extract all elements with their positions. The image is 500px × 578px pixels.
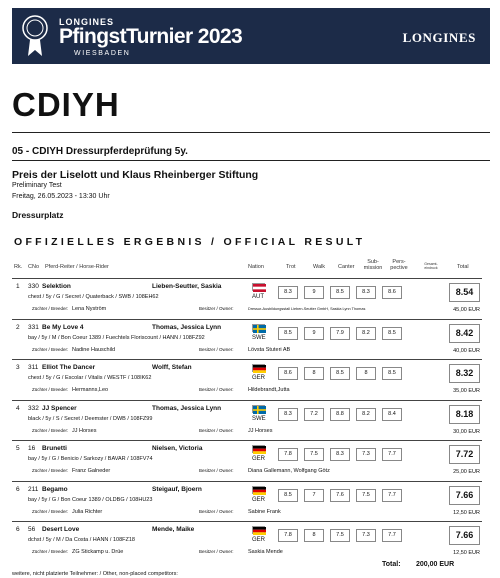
rank: 2 xyxy=(16,323,20,331)
total-score: 8.18 xyxy=(449,405,480,424)
score-cell: 9 xyxy=(304,327,324,340)
result-row xyxy=(12,440,482,478)
score-cell: 9 xyxy=(304,286,324,299)
nation-code: GER xyxy=(252,496,266,503)
owner-label: Besitzer / Owner: xyxy=(199,468,234,473)
score-cell: 8.3 xyxy=(278,286,298,299)
pfingstturnier-seal-logo xyxy=(20,14,50,58)
header-horse-rider: Pferd-Reiter / Horse-Rider xyxy=(45,264,109,270)
rank: 5 xyxy=(16,445,20,452)
prize-money: 45,00 EUR xyxy=(453,307,480,313)
prize-money: 35,00 EUR xyxy=(453,388,480,394)
competitor-number: 330 xyxy=(28,283,39,290)
header-trot: Trot xyxy=(286,264,296,270)
horse-details: chest / 5y / G / Escolar / Vitalis / WESTF / 108IK62 xyxy=(28,375,152,381)
owner-name: Lövsta Stuteri AB xyxy=(248,346,291,353)
result-row xyxy=(12,359,482,397)
prize-money: 40,00 EUR xyxy=(453,347,480,354)
result-row xyxy=(12,521,482,559)
longines-logo: LONGINES xyxy=(402,30,476,45)
ger-flag-icon xyxy=(252,526,265,534)
owner-name: JJ Horses xyxy=(248,427,273,434)
swe-flag-icon xyxy=(252,324,265,332)
breeder-label: Züchter / Breeder: xyxy=(32,387,69,392)
header-submission: Sub- mission xyxy=(363,259,383,271)
score-cell: 7.5 xyxy=(330,529,350,542)
score-cell: 8.5 xyxy=(330,367,350,380)
header-canter: Canter xyxy=(338,264,355,270)
owner-label: Besitzer / Owner: xyxy=(199,508,234,514)
prize-money: 12,50 EUR xyxy=(453,509,480,516)
owner-label: Besitzer / Owner: xyxy=(199,387,234,392)
score-cell: 8.2 xyxy=(356,408,376,421)
rank: 3 xyxy=(16,364,20,371)
breeder-name: Nadine Hauschild xyxy=(72,346,116,353)
score-cell: 7.5 xyxy=(304,448,324,461)
competitor-number: 331 xyxy=(28,323,39,331)
prize-money: 25,00 EUR xyxy=(453,469,480,475)
score-cell: 7.7 xyxy=(382,529,402,542)
score-cell: 7.8 xyxy=(278,529,298,542)
total-score: 8.32 xyxy=(449,364,480,383)
horse-details: bay / 5y / G / Benicio / Sarkozy / BAVAR / 108FV74 xyxy=(28,456,153,462)
breeder-name: JJ Horses xyxy=(72,427,97,434)
competitor-number: 211 xyxy=(28,485,39,493)
horse-details: dchst / 5y / M / Da Costa / HANN / 108FZ18 xyxy=(28,537,135,543)
score-cell: 7.8 xyxy=(278,448,298,461)
rank: 4 xyxy=(16,404,20,412)
score-cell: 8.3 xyxy=(278,408,298,421)
competitor-number: 332 xyxy=(28,404,39,412)
rider-name: Thomas, Jessica Lynn xyxy=(152,323,222,331)
prize-money: 12,50 EUR xyxy=(453,550,480,556)
nation-code: AUT xyxy=(252,294,264,300)
breeder-name: ZG Stickamp u. Drüe xyxy=(72,549,124,555)
total-score: 8.54 xyxy=(449,283,480,302)
horse-name: JJ Spencer xyxy=(42,404,77,412)
horse-name: Selektion xyxy=(42,283,71,290)
horse-name: Elliot The Dancer xyxy=(42,364,96,371)
result-row xyxy=(12,319,482,357)
score-cell: 7.2 xyxy=(304,408,324,421)
table-header xyxy=(12,257,482,277)
owner-name: Dressur-Ausbildungsstall Lieben-Seutter GmbH, Saskia Lynn Thomas xyxy=(248,307,366,311)
horse-name: Brunetti xyxy=(42,445,67,452)
score-cell: 8.3 xyxy=(330,448,350,461)
score-cell: 8.5 xyxy=(330,286,350,299)
total-score: 7.72 xyxy=(449,445,480,464)
prize-money: 30,00 EUR xyxy=(453,428,480,435)
score-cell: 7.3 xyxy=(356,448,376,461)
score-cell: 8.2 xyxy=(356,327,376,340)
score-cell: 8.5 xyxy=(382,327,402,340)
ger-flag-icon xyxy=(252,364,265,372)
competitor-number: 56 xyxy=(28,526,36,533)
score-cell: 8 xyxy=(304,529,324,542)
score-cell: 8 xyxy=(304,367,324,380)
score-cell: 7.3 xyxy=(356,529,376,542)
result-row xyxy=(12,400,482,438)
total-score: 7.66 xyxy=(449,486,480,505)
header-nation: Nation xyxy=(248,264,264,270)
header-general-impression: Gesamt- eindruck xyxy=(424,262,438,270)
nation-code: GER xyxy=(252,375,266,381)
rider-name: Mende, Maike xyxy=(152,526,195,533)
page-title: CDIYH xyxy=(12,86,120,123)
rider-name: Wolff, Stefan xyxy=(152,364,192,371)
ger-flag-icon xyxy=(252,486,265,494)
rider-name: Lieben-Seutter, Saskia xyxy=(152,283,222,290)
competitor-number: 311 xyxy=(28,364,39,371)
header-cno: CNo xyxy=(28,264,40,270)
breeder-name: Lena Nyström xyxy=(72,306,107,312)
score-cell: 8.4 xyxy=(382,408,402,421)
score-cell: 8.5 xyxy=(278,489,298,502)
competitor-number: 16 xyxy=(28,445,36,452)
nation-code: SWE xyxy=(252,415,266,422)
header-perspective: Pers- pective xyxy=(390,259,408,271)
horse-details: chest / 5y / G / Secret / Quaterback / SWB / 108EH62 xyxy=(28,294,159,300)
banner-city: WIESBADEN xyxy=(74,50,131,57)
owner-label: Besitzer / Owner: xyxy=(199,549,234,554)
header-walk: Walk xyxy=(313,264,326,270)
breeder-name: Franz Galneder xyxy=(72,468,111,474)
score-cell: 7.5 xyxy=(356,489,376,502)
non-placed-note: weitere, nicht platzierte Teilnehmer: / Other, non-placed competitors: xyxy=(12,571,178,577)
total-label: Total: xyxy=(382,561,401,568)
event-banner xyxy=(12,8,490,64)
horse-details: bay / 5y / G / Bon Coeur 1389 / OLDBG / 108HU23 xyxy=(28,496,153,503)
owner-name: Sabine Frank xyxy=(248,508,281,515)
competition-name: 05 - CDIYH Dressurpferdeprüfung 5y. xyxy=(12,146,188,157)
official-result-heading: OFFIZIELLES ERGEBNIS / OFFICIAL RESULT xyxy=(14,236,366,248)
banner-event-name: PfingstTurnier 2023 xyxy=(59,25,243,48)
owner-label: Besitzer / Owner: xyxy=(199,346,234,352)
breeder-label: Züchter / Breeder: xyxy=(32,508,69,514)
breeder-label: Züchter / Breeder: xyxy=(32,468,69,473)
score-cell: 7.6 xyxy=(330,489,350,502)
total-score: 8.42 xyxy=(449,324,480,343)
score-cell: 8.5 xyxy=(382,367,402,380)
result-row xyxy=(12,481,482,519)
rider-name: Steigauf, Bjoern xyxy=(152,485,202,493)
owner-name: Diana Gallemann, Wolfgang Götz xyxy=(248,468,330,474)
result-row xyxy=(12,278,482,316)
owner-label: Besitzer / Owner: xyxy=(199,306,234,311)
header-rk: Rk. xyxy=(14,264,23,270)
score-cell: 8.5 xyxy=(278,327,298,340)
total-prize-money: 200,00 EUR xyxy=(416,561,455,568)
test-name: Preliminary Test xyxy=(12,182,62,189)
owner-label: Besitzer / Owner: xyxy=(199,427,234,433)
aut-flag-icon xyxy=(252,283,265,291)
score-cell: 7 xyxy=(304,489,324,502)
horse-name: Be My Love 4 xyxy=(42,323,84,331)
score-cell: 8.8 xyxy=(330,408,350,421)
nation-code: SWE xyxy=(252,334,266,341)
arena-name: Dressurplatz xyxy=(12,210,64,220)
score-cell: 8.6 xyxy=(382,286,402,299)
score-cell: 8 xyxy=(356,367,376,380)
score-cell: 7.7 xyxy=(382,448,402,461)
horse-name: Desert Love xyxy=(42,526,80,533)
breeder-label: Züchter / Breeder: xyxy=(32,427,69,433)
prize-title: Preis der Liselott und Klaus Rheinberger Stiftung xyxy=(12,169,259,181)
rank: 6 xyxy=(16,485,20,493)
title-divider xyxy=(12,132,490,133)
rider-name: Thomas, Jessica Lynn xyxy=(152,404,222,412)
breeder-name: Julia Richter xyxy=(72,508,103,515)
breeder-label: Züchter / Breeder: xyxy=(32,306,69,311)
rank: 1 xyxy=(16,283,20,290)
nation-code: GER xyxy=(252,456,266,462)
horse-details: bay / 5y / M / Bon Coeur 1389 / Fuechtels Floriscount / HANN / 108FZ92 xyxy=(28,334,205,341)
header-total: Total xyxy=(457,264,469,270)
breeder-label: Züchter / Breeder: xyxy=(32,549,69,554)
breeder-label: Züchter / Breeder: xyxy=(32,346,69,352)
rank: 6 xyxy=(16,526,20,533)
banner-sponsor-line: LONGINES xyxy=(59,17,115,27)
horse-name: Begamo xyxy=(42,485,68,493)
score-cell: 8.3 xyxy=(356,286,376,299)
event-date: Freitag, 26.05.2023 - 13:30 Uhr xyxy=(12,193,110,200)
swe-flag-icon xyxy=(252,405,265,413)
owner-name: Hildebrandt,Jutta xyxy=(248,387,290,393)
rider-name: Nielsen, Victoria xyxy=(152,445,203,452)
competition-divider xyxy=(12,160,490,161)
owner-name: Saskia Mende xyxy=(248,549,283,555)
score-cell: 7.7 xyxy=(382,489,402,502)
score-cell: 8.6 xyxy=(278,367,298,380)
breeder-name: Hermanns,Leo xyxy=(72,387,109,393)
score-cell: 7.9 xyxy=(330,327,350,340)
ger-flag-icon xyxy=(252,445,265,453)
nation-code: GER xyxy=(252,537,266,543)
total-score: 7.66 xyxy=(449,526,480,545)
horse-details: black / 5y / S / Secret / Deemster / DWB / 108FZ99 xyxy=(28,415,153,422)
